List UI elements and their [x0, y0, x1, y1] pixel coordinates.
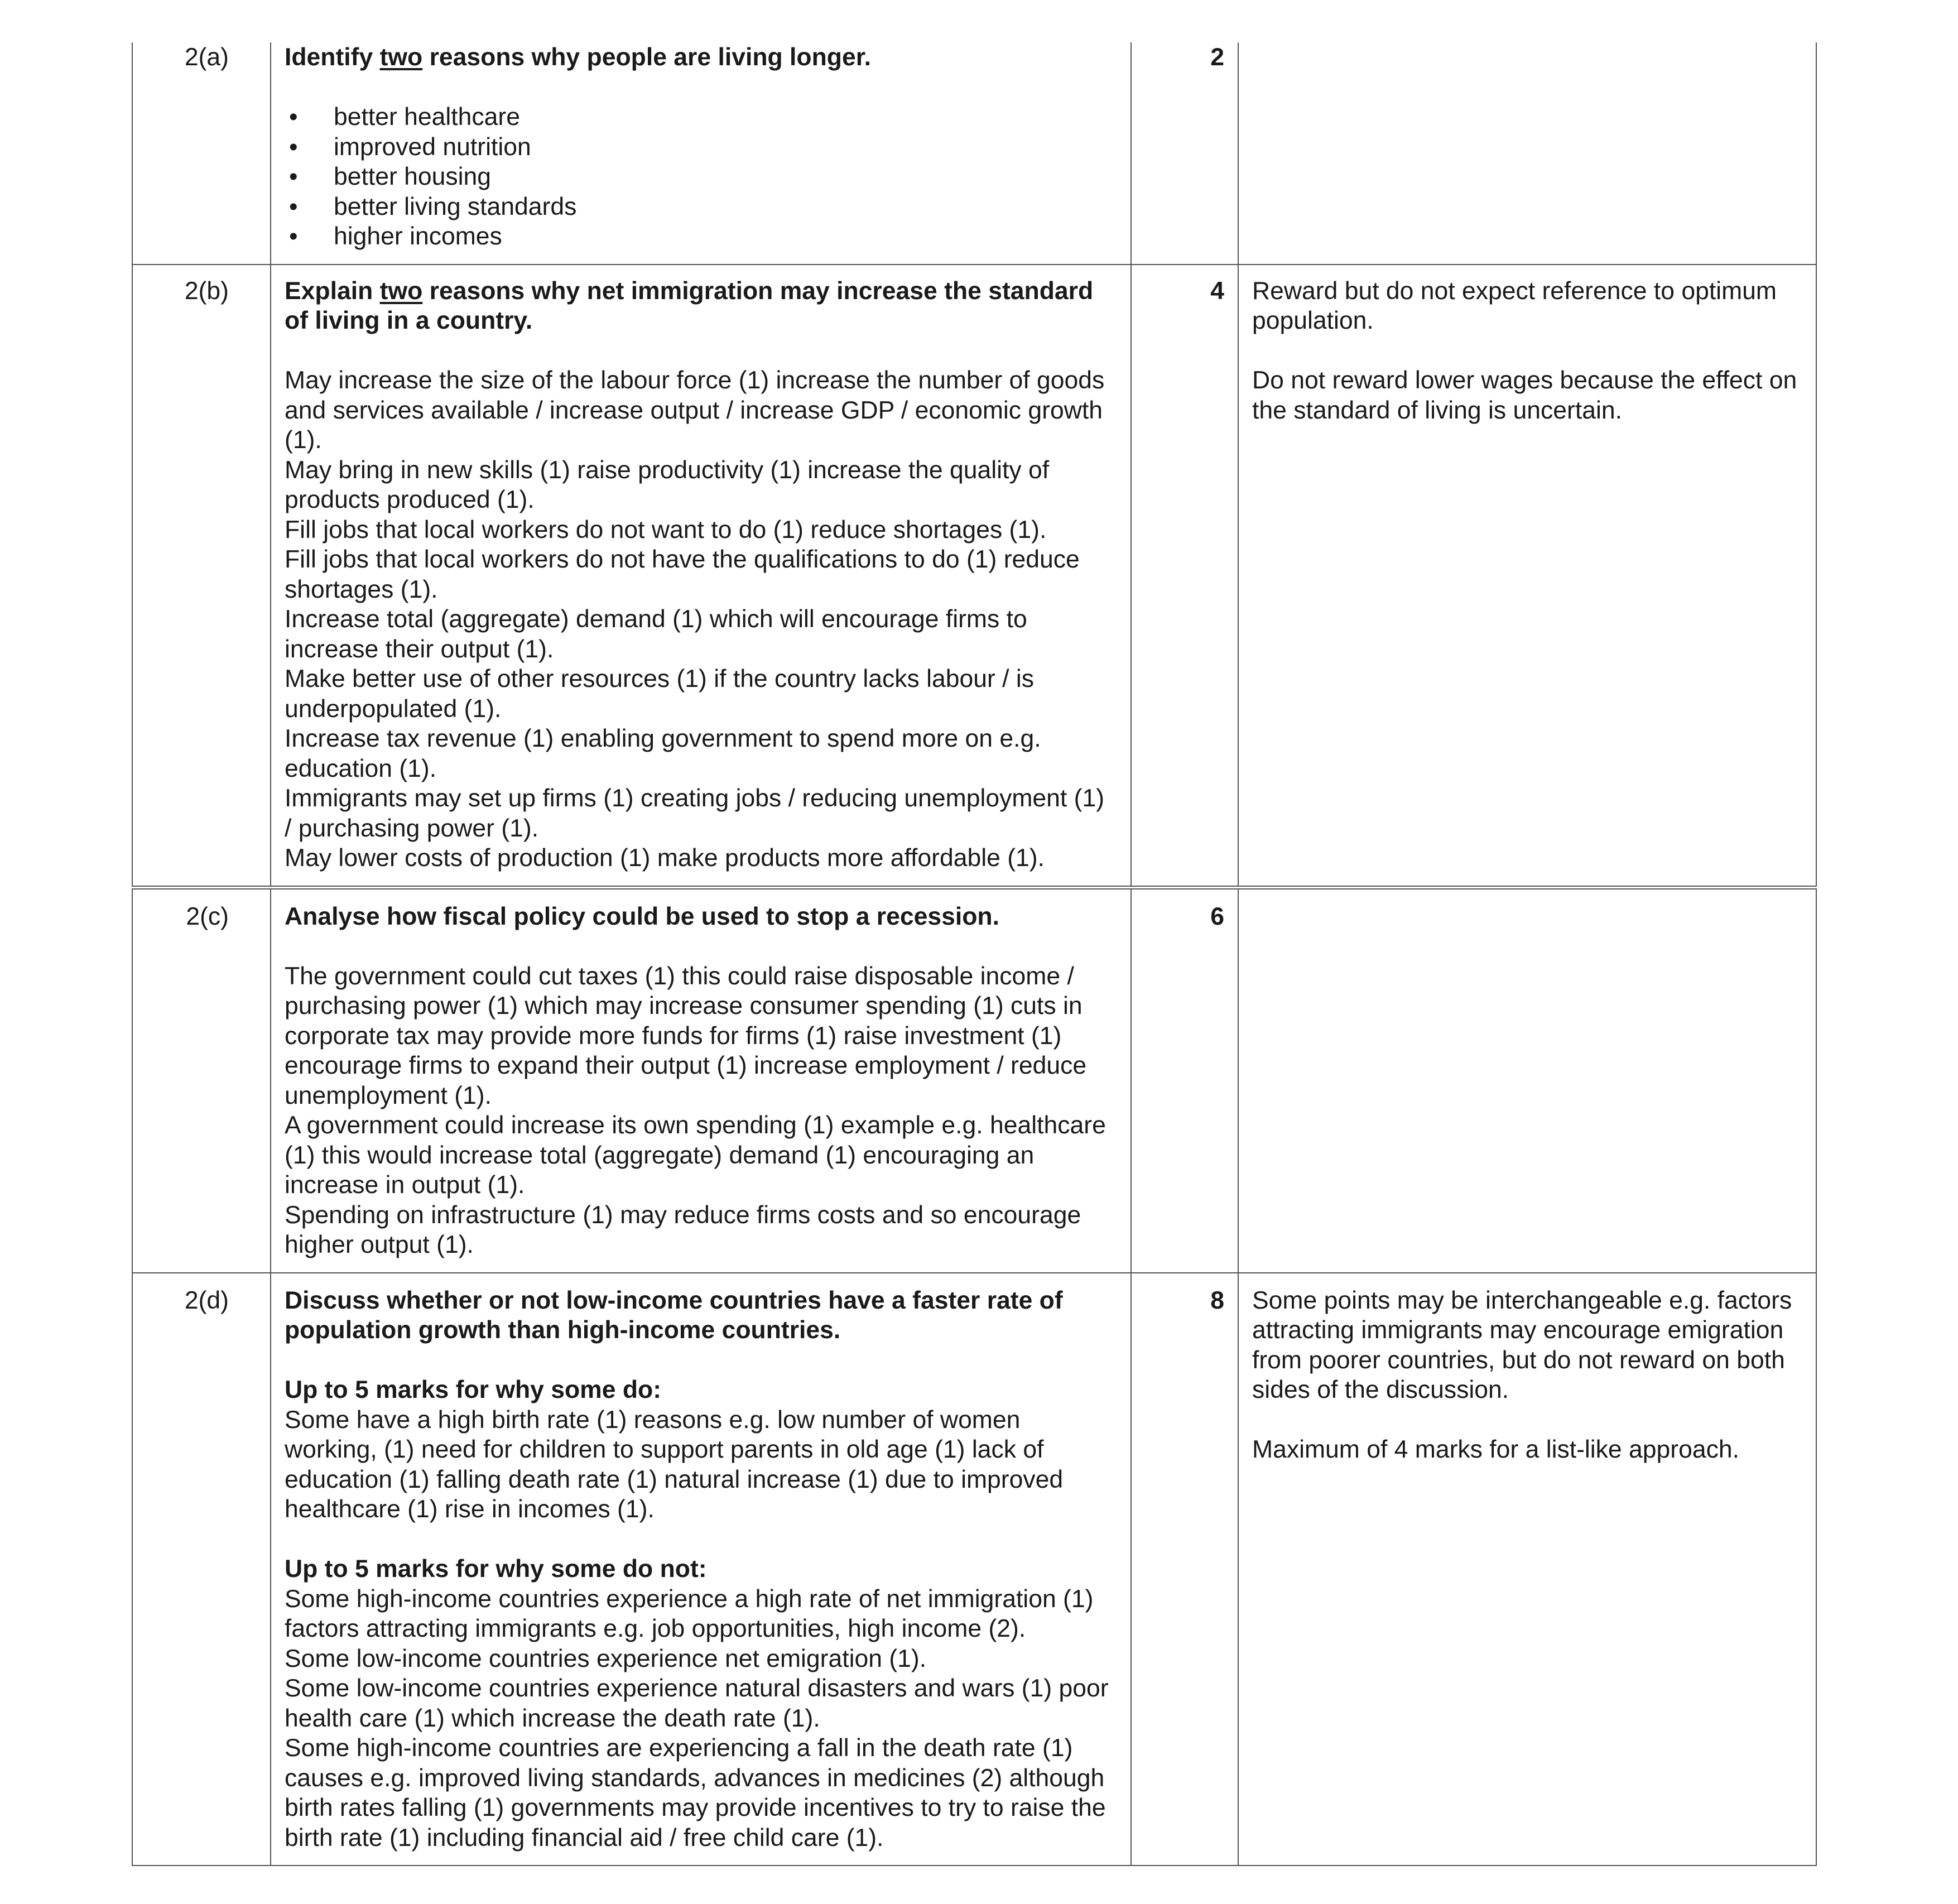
answer-cell	[271, 265, 1131, 888]
question-text: Explain two reasons why net immigration may increase the standard of living in a country.	[285, 277, 1094, 334]
answer-line: May lower costs of production (1) make products more affordable (1).	[285, 844, 1045, 872]
guidance-cell	[1238, 887, 1816, 1273]
question-row-2d	[132, 1273, 1816, 1866]
answer-line: Some high-income countries experience a high rate of net immigration (1) factors attracting immigrants e.g. job opportunities, high income (2).	[285, 1585, 1094, 1642]
mark-scheme-table	[132, 42, 1817, 1866]
question-row-2a	[132, 42, 1816, 265]
answer-line: Fill jobs that local workers do not want to do (1) reduce shortages (1).	[285, 516, 1047, 544]
question-number: 2(d)	[132, 1273, 271, 1866]
marks-cell: 6	[1131, 887, 1238, 1273]
guidance-note: Do not reward lower wages because the effect on the standard of living is uncertain.	[1252, 367, 1797, 424]
answer-line: Some high-income countries are experiencing a fall in the death rate (1) causes e.g. improved living standards, advances in medicines (2) although birth rates falling (1) governments may provide incentives to try to raise the birth rate (1) including financial aid / free child care (1).	[285, 1734, 1106, 1852]
answer-line: Increase total (aggregate) demand (1) which will encourage firms to increase their output (1).	[285, 605, 1027, 663]
list-item: • improved nutrition	[289, 133, 531, 161]
answer-line: Some have a high birth rate (1) reasons e.g. low number of women working, (1) need for children to support parents in old age (1) lack of education (1) falling death rate (1) natural increase (1) due to improved healthcare (1) rise in incomes (1).	[285, 1406, 1064, 1523]
guidance-note: Some points may be interchangeable e.g. factors attracting immigrants may encourage emigration from poorer countries, but do not reward on both sides of the discussion.	[1252, 1286, 1792, 1403]
marks-cell: 2	[1131, 42, 1238, 265]
answer-line: A government could increase its own spending (1) example e.g. healthcare (1) this would increase total (aggregate) demand (1) encouraging an increase in output (1).	[285, 1112, 1106, 1199]
guidance-note: Reward but do not expect reference to optimum population.	[1252, 277, 1777, 334]
answer-cell	[271, 42, 1131, 265]
list-item: • higher incomes	[289, 223, 502, 250]
answer-text	[285, 366, 1117, 873]
guidance-cell	[1238, 265, 1816, 888]
marks-cell: 4	[1131, 265, 1238, 888]
answer-text	[285, 961, 1117, 1260]
answer-text	[285, 1584, 1117, 1853]
question-number: 2(a)	[132, 42, 271, 265]
question-text: Discuss whether or not low-income countries have a faster rate of population growth than high-income countries.	[285, 1286, 1063, 1344]
answer-line: The government could cut taxes (1) this could raise disposable income / purchasing power (1) which may increase consumer spending (1) cuts in corporate tax may provide more funds for firms (1) raise investment (1) encourage firms to expand their output (1) increase employment / reduce unemployment (1).	[285, 962, 1087, 1109]
marks-cell: 8	[1131, 1273, 1238, 1866]
answer-cell	[271, 1273, 1131, 1866]
guidance-note: Maximum of 4 marks for a list-like approach.	[1252, 1436, 1739, 1463]
answer-line: Some low-income countries experience natural disasters and wars (1) poor health care (1) which increase the death rate (1).	[285, 1675, 1109, 1732]
answer-bullet-list	[285, 102, 1117, 252]
answer-cell	[271, 887, 1131, 1273]
answer-line: Spending on infrastructure (1) may reduce firms costs and so encourage higher output (1).	[285, 1201, 1081, 1258]
list-item: • better housing	[289, 163, 492, 190]
answer-text	[285, 1405, 1117, 1525]
answer-line: Increase tax revenue (1) enabling government to spend more on e.g. education (1).	[285, 725, 1041, 782]
list-item: • better healthcare	[289, 103, 520, 131]
question-text: Identify two reasons why people are living longer.	[285, 44, 871, 71]
list-item: • better living standards	[289, 193, 577, 220]
answer-line: Immigrants may set up firms (1) creating jobs / reducing unemployment (1) / purchasing power (1).	[285, 785, 1105, 842]
guidance-cell	[1238, 42, 1816, 265]
question-row-2c	[132, 887, 1816, 1273]
question-row-2b	[132, 265, 1816, 888]
answer-line: Make better use of other resources (1) if the country lacks labour / is underpopulated (1).	[285, 665, 1035, 723]
answer-line: May bring in new skills (1) raise productivity (1) increase the quality of products produced (1).	[285, 456, 1050, 513]
section-heading: Up to 5 marks for why some do:	[285, 1376, 662, 1403]
answer-line: Fill jobs that local workers do not have the qualifications to do (1) reduce shortages (1).	[285, 546, 1080, 603]
guidance-cell	[1238, 1273, 1816, 1866]
question-number: 2(c)	[132, 887, 271, 1273]
answer-line: Some low-income countries experience net emigration (1).	[285, 1645, 927, 1672]
section-heading: Up to 5 marks for why some do not:	[285, 1555, 707, 1583]
answer-line: May increase the size of the labour force (1) increase the number of goods and services available / increase output / increase GDP / economic growth (1).	[285, 367, 1105, 454]
question-text: Analyse how fiscal policy could be used to stop a recession.	[285, 902, 999, 930]
question-number: 2(b)	[132, 265, 271, 888]
